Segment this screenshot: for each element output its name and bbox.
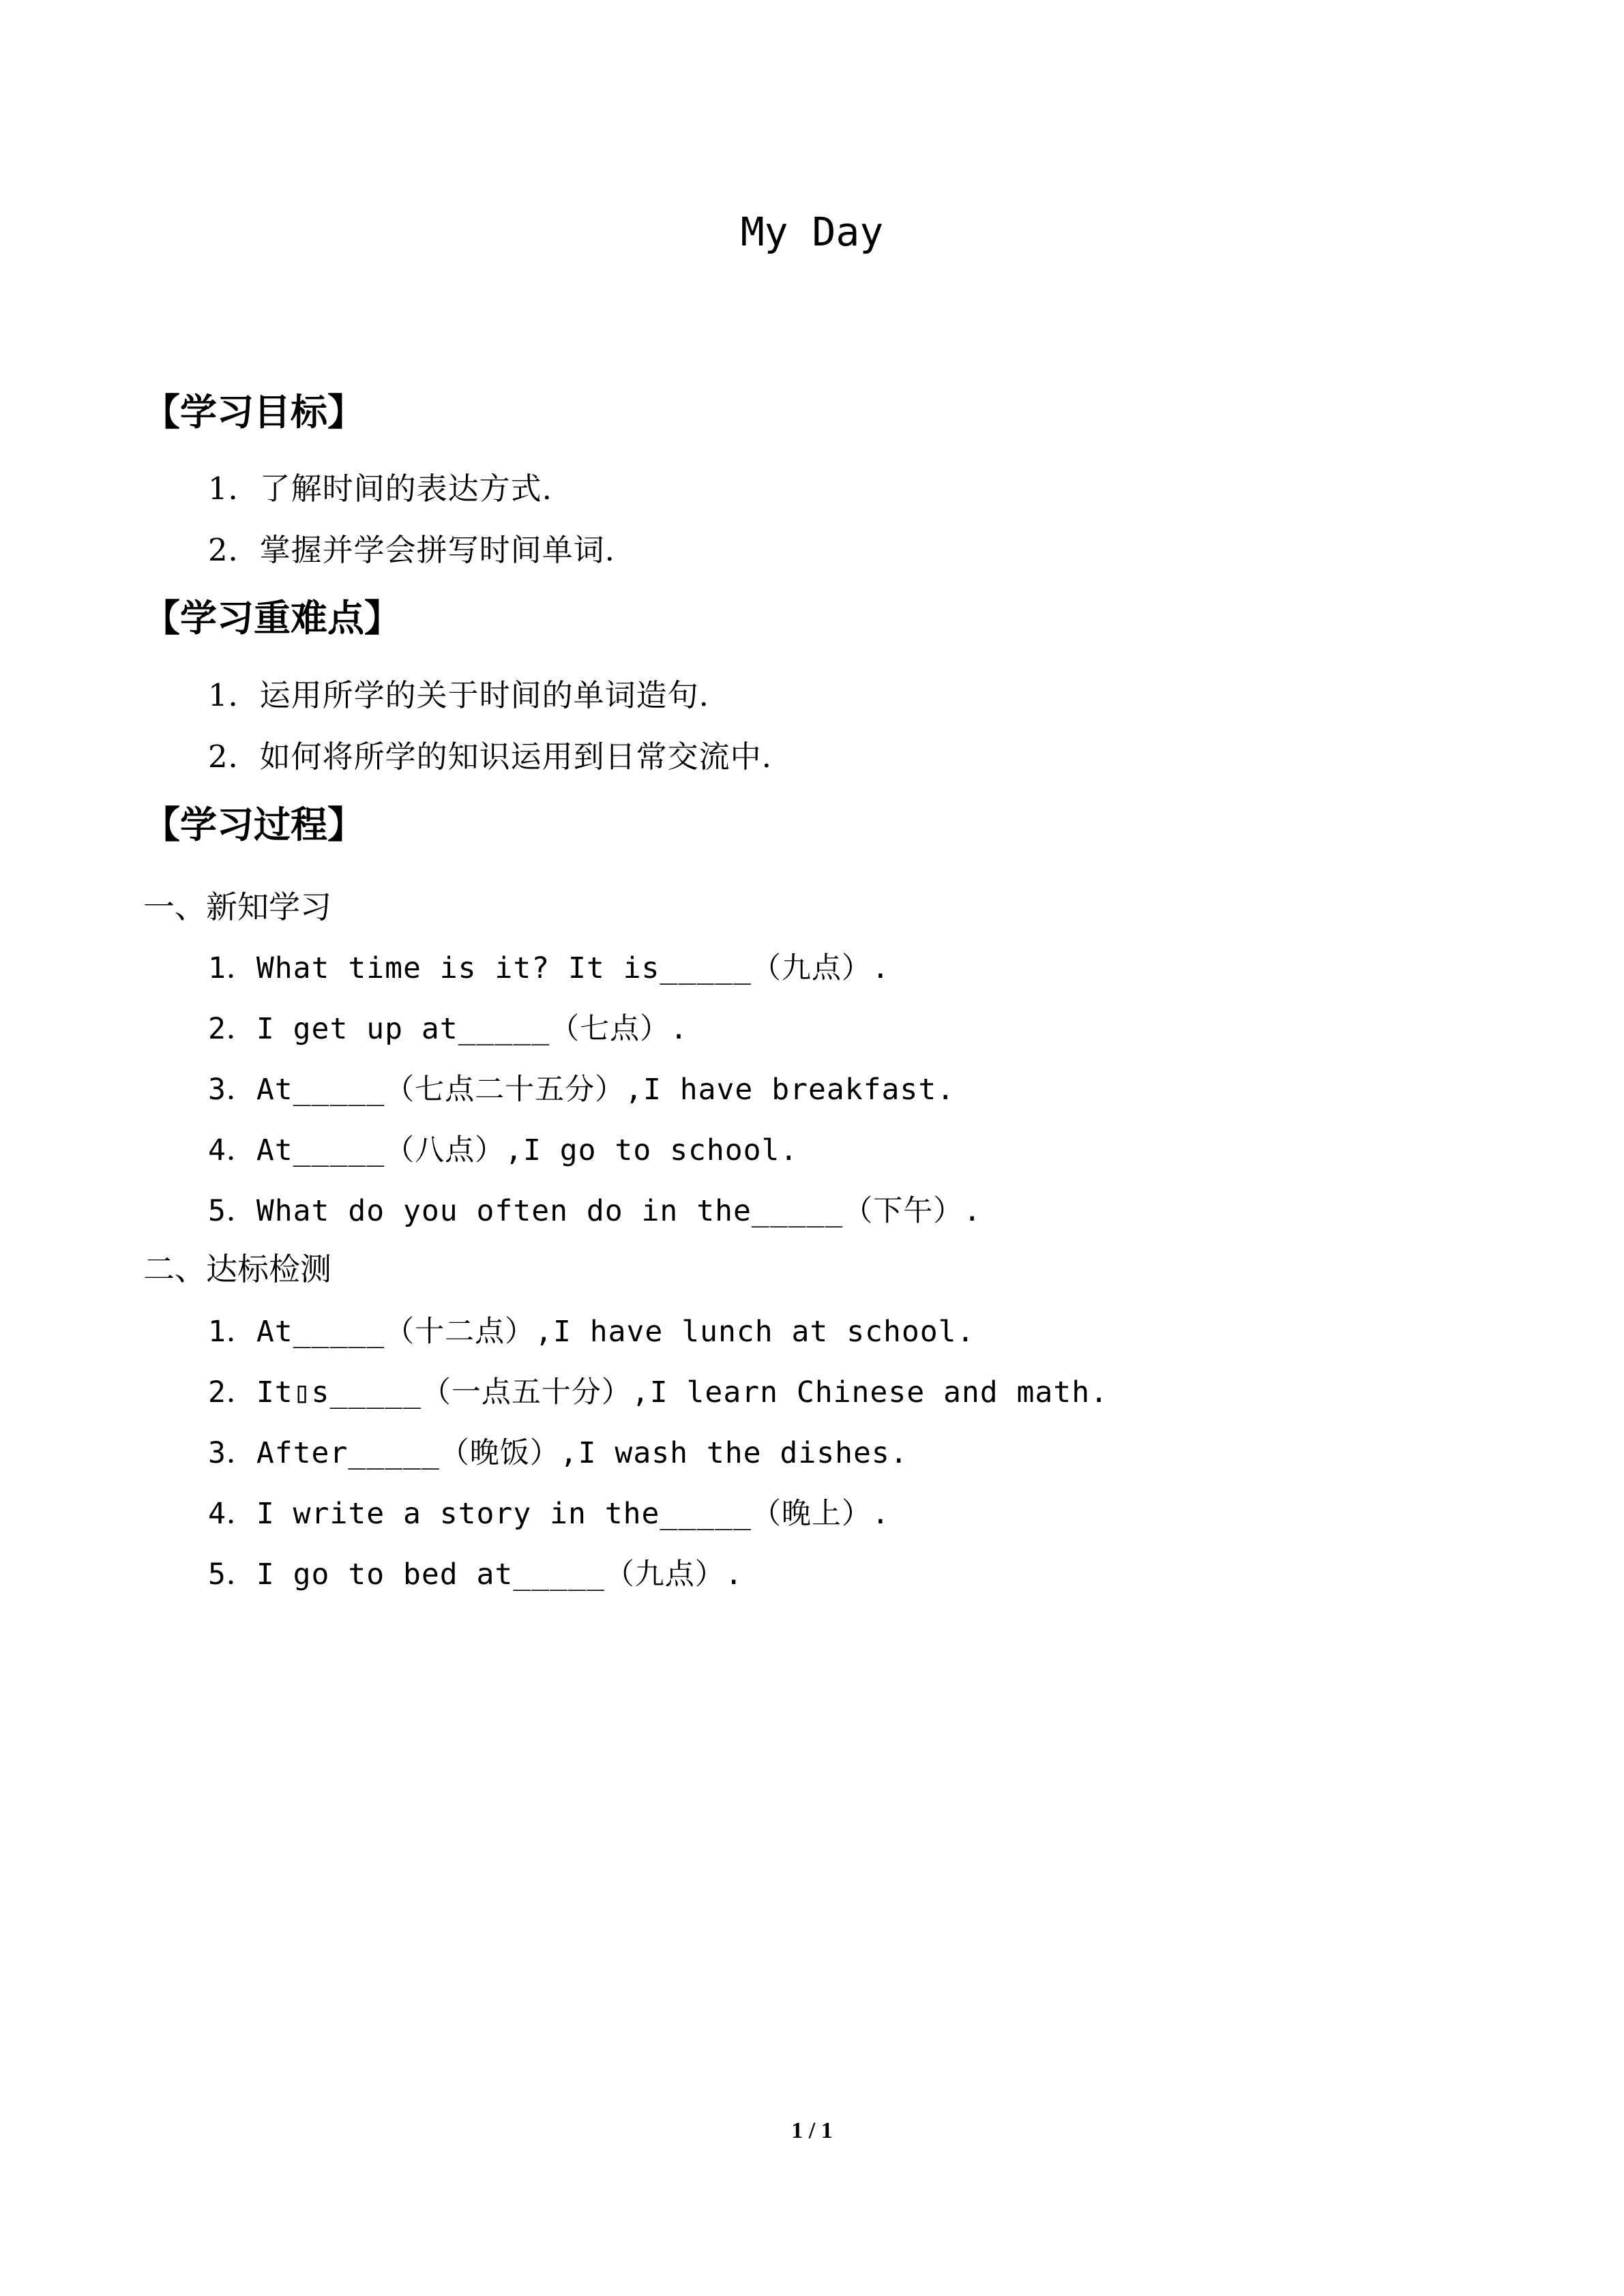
- key-point-item: 2．如何将所学的知识运用到日常交流中.: [208, 739, 772, 775]
- assessment-item: 3．After_____（晚饭）,I wash the dishes.: [208, 1436, 909, 1470]
- section-heading-key-points: 【学习重难点】: [143, 597, 401, 640]
- assessment-item: 4．I write a story in the_____（晚上）.: [208, 1497, 890, 1531]
- document-title: My Day: [740, 209, 884, 255]
- subsection-heading-assessment: 二、达标检测: [143, 1251, 331, 1287]
- section-heading-goals: 【学习目标】: [143, 391, 364, 434]
- exercise-item: 3．At_____（七点二十五分）,I have breakfast.: [208, 1073, 956, 1107]
- exercise-item: 2．I get up at_____（七点）.: [208, 1012, 688, 1046]
- exercise-item: 1．What time is it? It is_____（九点）.: [208, 951, 890, 985]
- section-heading-process: 【学习过程】: [143, 803, 364, 846]
- page-number: 1 / 1: [791, 2118, 833, 2143]
- goal-item: 1．了解时间的表达方式.: [208, 471, 552, 507]
- exercise-item: 4．At_____（八点）,I go to school.: [208, 1133, 799, 1167]
- key-point-item: 1．运用所学的关于时间的单词造句.: [208, 677, 709, 713]
- subsection-heading-new-learning: 一、新知学习: [143, 889, 331, 925]
- assessment-item: 2．It▯s_____（一点五十分）,I learn Chinese and math.: [208, 1375, 1108, 1410]
- assessment-item: 1．At_____（十二点）,I have lunch at school.: [208, 1315, 975, 1349]
- assessment-item: 5．I go to bed at_____（九点）.: [208, 1557, 743, 1592]
- goal-item: 2．掌握并学会拼写时间单词.: [208, 532, 615, 568]
- exercise-item: 5．What do you often do in the_____（下午）.: [208, 1194, 982, 1228]
